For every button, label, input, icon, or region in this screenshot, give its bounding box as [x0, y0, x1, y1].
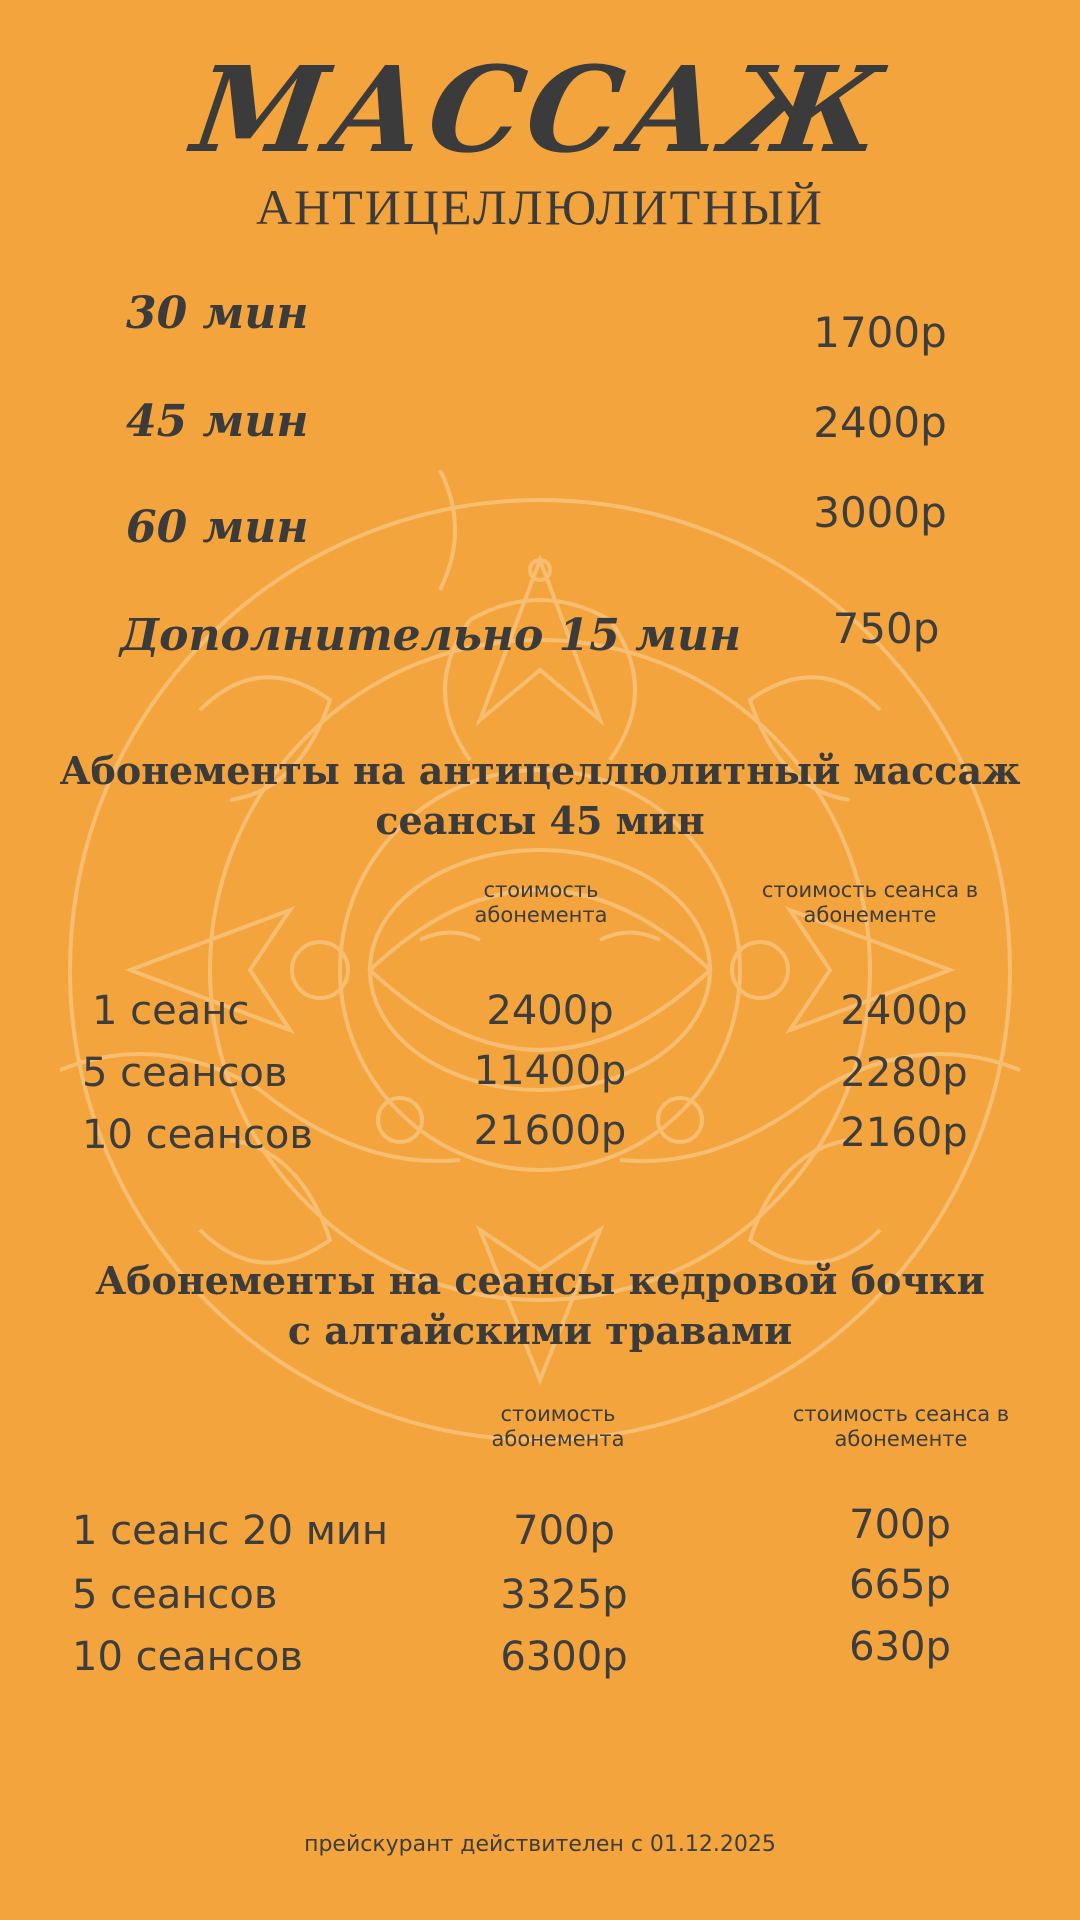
- massage-row-total: 21600р: [473, 1108, 627, 1154]
- barrel-row-label: 1 сеанс 20 мин: [72, 1508, 389, 1554]
- barrel-row-label: 10 сеансов: [72, 1634, 303, 1680]
- barrel-row-per-session: 700р: [849, 1502, 951, 1548]
- page-title: МАССАЖ: [185, 40, 895, 179]
- price-30: 1700р: [813, 308, 947, 357]
- barrel-subscriptions-title-line2: с алтайскими травами: [287, 1308, 793, 1353]
- duration-45: 45 мин: [126, 396, 309, 447]
- page-subtitle: АНТИЦЕЛЛЮЛИТНЫЙ: [256, 179, 824, 235]
- massage-row-per-session: 2160р: [840, 1110, 968, 1156]
- massage-col-per-session-header: стоимость сеанса в абонементе: [761, 878, 979, 927]
- massage-row-total: 2400р: [486, 988, 614, 1034]
- price-extra-15: 750р: [832, 604, 940, 653]
- barrel-row-per-session: 665р: [849, 1562, 951, 1608]
- massage-row-per-session: 2400р: [840, 988, 968, 1034]
- massage-row-label: 1 сеанс: [92, 988, 250, 1034]
- massage-row-per-session: 2280р: [840, 1050, 968, 1096]
- barrel-row-per-session: 630р: [849, 1624, 951, 1670]
- duration-extra-15: Дополнительно 15 мин: [120, 610, 742, 661]
- barrel-subscriptions-title: [0, 1256, 1080, 1356]
- massage-row-label: 10 сеансов: [82, 1112, 313, 1158]
- massage-subscriptions-title: [0, 746, 1080, 846]
- barrel-col-per-session-header: стоимость сеанса в абонементе: [792, 1402, 1010, 1451]
- barrel-col-total-header: стоимость абонемента: [491, 1402, 625, 1451]
- price-60: 3000р: [813, 488, 947, 537]
- duration-60: 60 мин: [126, 502, 309, 553]
- barrel-row-total: 700р: [513, 1508, 615, 1554]
- barrel-subscriptions-title-line1: Абонементы на сеансы кедровой бочки: [95, 1258, 985, 1303]
- barrel-row-total: 3325р: [500, 1572, 628, 1618]
- barrel-row-label: 5 сеансов: [72, 1572, 278, 1618]
- massage-row-label: 5 сеансов: [82, 1050, 288, 1096]
- massage-row-total: 11400р: [473, 1048, 627, 1094]
- duration-30: 30 мин: [126, 288, 309, 339]
- massage-col-total-header: стоимость абонемента: [474, 878, 608, 927]
- barrel-row-total: 6300р: [500, 1634, 628, 1680]
- price-45: 2400р: [813, 398, 947, 447]
- massage-subscriptions-title-line1: Абонементы на антицеллюлитный массаж: [59, 748, 1021, 793]
- massage-subscriptions-title-line2: сеансы 45 мин: [375, 798, 705, 843]
- validity-note: прейскурант действителен с 01.12.2025: [304, 1832, 776, 1857]
